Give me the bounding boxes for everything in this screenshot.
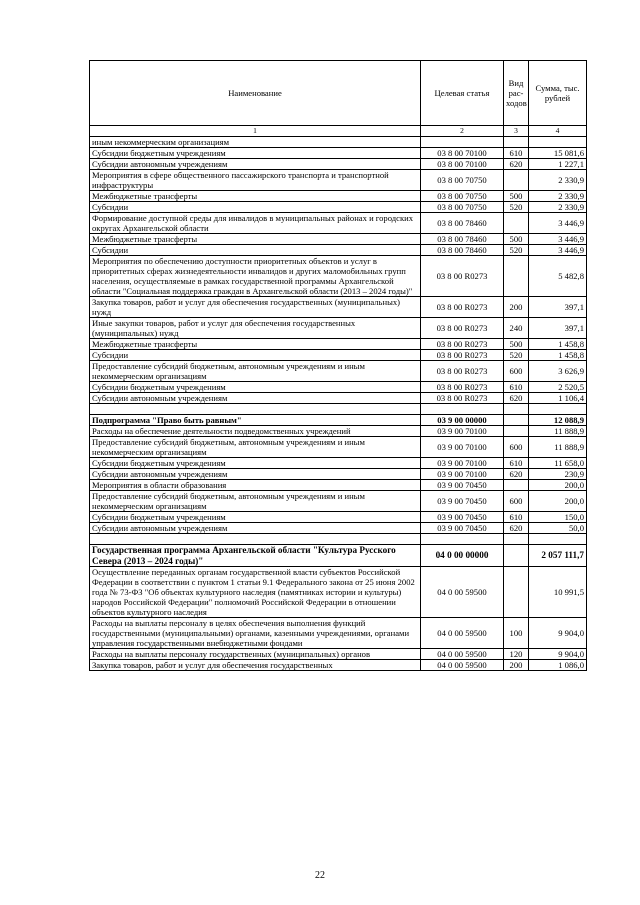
row-name: Предоставление субсидий бюджетным, автономным учреждениям и иным некоммерческим организациям	[90, 361, 421, 382]
table-row	[90, 339, 587, 350]
row-target-code	[421, 137, 504, 148]
row-expense-type: 500	[504, 191, 529, 202]
row-expense-type: 240	[504, 318, 529, 339]
row-sum	[529, 534, 587, 545]
row-target-code: 03 8 00 R0273	[421, 382, 504, 393]
row-name: Расходы на выплаты персоналу государственных (муниципальных) органов	[90, 649, 421, 660]
row-name: Межбюджетные трансферты	[90, 339, 421, 350]
row-expense-type: 520	[504, 202, 529, 213]
row-name: Осуществление переданных органам государственной власти субъектов Российской Федерации в соответствии с пунктом 1 статьи 9.1 Федерального закона от 25 июня 2002 года № 73-ФЗ "Об объектах культурного наследия (памятниках истории и культуры) народов Российской Федерации" полномочий Российской Федерации в отношении объектов культурного наследия	[90, 567, 421, 618]
table-row	[90, 534, 587, 545]
row-sum: 10 991,5	[529, 567, 587, 618]
table-row	[90, 649, 587, 660]
row-expense-type: 620	[504, 159, 529, 170]
row-sum: 2 330,9	[529, 191, 587, 202]
table-row	[90, 660, 587, 671]
row-sum: 230,9	[529, 469, 587, 480]
row-name: Субсидии бюджетным учреждениям	[90, 512, 421, 523]
row-sum: 11 888,9	[529, 437, 587, 458]
row-sum: 3 446,9	[529, 234, 587, 245]
row-name: Предоставление субсидий бюджетным, автономным учреждениям и иным некоммерческим организациям	[90, 437, 421, 458]
row-expense-type: 200	[504, 297, 529, 318]
row-target-code: 03 9 00 70100	[421, 426, 504, 437]
table-row	[90, 567, 587, 618]
row-target-code: 03 8 00 70100	[421, 159, 504, 170]
row-name: Субсидии автономным учреждениям	[90, 523, 421, 534]
row-target-code: 04 0 00 59500	[421, 618, 504, 649]
row-target-code: 04 0 00 59500	[421, 649, 504, 660]
row-expense-type	[504, 480, 529, 491]
row-expense-type	[504, 213, 529, 234]
row-expense-type	[504, 567, 529, 618]
table-row	[90, 491, 587, 512]
row-expense-type: 520	[504, 245, 529, 256]
row-target-code: 03 9 00 70450	[421, 512, 504, 523]
row-target-code	[421, 404, 504, 415]
row-sum: 2 057 111,7	[529, 545, 587, 567]
row-expense-type: 620	[504, 523, 529, 534]
table-row	[90, 170, 587, 191]
row-sum: 200,0	[529, 491, 587, 512]
row-name: Формирование доступной среды для инвалидов в муниципальных районах и городских округах Архангельской области	[90, 213, 421, 234]
table-row	[90, 256, 587, 297]
row-name: Государственная программа Архангельской области "Культура Русского Севера (2013 – 2024 годы)"	[90, 545, 421, 567]
table-row	[90, 318, 587, 339]
row-name: Субсидии бюджетным учреждениям	[90, 382, 421, 393]
table-row	[90, 361, 587, 382]
row-expense-type: 620	[504, 469, 529, 480]
row-name: иным некоммерческим организациям	[90, 137, 421, 148]
row-name: Субсидии автономным учреждениям	[90, 159, 421, 170]
column-number-1: 1	[90, 126, 421, 137]
row-sum: 1 227,1	[529, 159, 587, 170]
row-name: Межбюджетные трансферты	[90, 191, 421, 202]
row-name	[90, 404, 421, 415]
row-target-code: 03 8 00 70100	[421, 148, 504, 159]
row-expense-type: 610	[504, 458, 529, 469]
row-expense-type: 500	[504, 234, 529, 245]
row-target-code: 03 8 00 70750	[421, 202, 504, 213]
row-expense-type: 520	[504, 350, 529, 361]
row-sum: 50,0	[529, 523, 587, 534]
row-sum	[529, 404, 587, 415]
page-number: 22	[315, 870, 325, 881]
table-row	[90, 426, 587, 437]
table-row	[90, 159, 587, 170]
row-target-code: 04 0 00 59500	[421, 660, 504, 671]
row-target-code: 03 8 00 R0273	[421, 297, 504, 318]
row-name: Субсидии автономным учреждениям	[90, 469, 421, 480]
row-target-code: 03 9 00 70450	[421, 491, 504, 512]
table-row	[90, 480, 587, 491]
row-sum: 1 458,8	[529, 350, 587, 361]
row-sum: 200,0	[529, 480, 587, 491]
row-name	[90, 534, 421, 545]
row-expense-type: 610	[504, 148, 529, 159]
table-row	[90, 234, 587, 245]
row-name: Мероприятия в области образования	[90, 480, 421, 491]
row-sum: 11 658,0	[529, 458, 587, 469]
row-name: Субсидии автономным учреждениям	[90, 393, 421, 404]
row-target-code: 03 8 00 78460	[421, 234, 504, 245]
table-row	[90, 618, 587, 649]
row-target-code: 03 8 00 70750	[421, 170, 504, 191]
table-row	[90, 137, 587, 148]
row-sum: 150,0	[529, 512, 587, 523]
row-target-code: 03 8 00 78460	[421, 245, 504, 256]
header-type: Вид рас-ходов	[504, 61, 529, 126]
row-sum: 9 904,0	[529, 618, 587, 649]
table-column-numbers-row	[90, 126, 587, 137]
row-target-code: 03 8 00 70750	[421, 191, 504, 202]
header-name: Наименование	[90, 61, 421, 126]
row-sum: 3 446,9	[529, 213, 587, 234]
table-row	[90, 523, 587, 534]
row-name: Иные закупки товаров, работ и услуг для обеспечения государственных (муниципальных) нужд	[90, 318, 421, 339]
table-row	[90, 213, 587, 234]
row-target-code: 03 8 00 R0273	[421, 339, 504, 350]
row-sum: 397,1	[529, 297, 587, 318]
row-target-code: 03 9 00 70100	[421, 437, 504, 458]
row-name: Субсидии	[90, 350, 421, 361]
table-row	[90, 297, 587, 318]
row-sum: 3 626,9	[529, 361, 587, 382]
table-row	[90, 382, 587, 393]
table-row	[90, 458, 587, 469]
row-sum: 1 458,8	[529, 339, 587, 350]
table-row	[90, 202, 587, 213]
row-expense-type	[504, 256, 529, 297]
row-expense-type	[504, 404, 529, 415]
row-sum: 1 106,4	[529, 393, 587, 404]
table-row	[90, 469, 587, 480]
row-sum: 12 088,9	[529, 415, 587, 426]
table-row	[90, 437, 587, 458]
table-row	[90, 191, 587, 202]
column-number-4: 4	[529, 126, 587, 137]
table-row	[90, 415, 587, 426]
row-sum	[529, 137, 587, 148]
row-target-code: 03 8 00 R0273	[421, 350, 504, 361]
row-name: Субсидии	[90, 202, 421, 213]
row-sum: 15 081,6	[529, 148, 587, 159]
row-name: Субсидии	[90, 245, 421, 256]
row-sum: 2 520,5	[529, 382, 587, 393]
row-sum: 2 330,9	[529, 202, 587, 213]
row-name: Закупка товаров, работ и услуг для обеспечения государственных (муниципальных) нужд	[90, 297, 421, 318]
row-target-code: 03 8 00 78460	[421, 213, 504, 234]
row-target-code: 04 0 00 00000	[421, 545, 504, 567]
table-row	[90, 404, 587, 415]
row-name: Мероприятия в сфере общественного пассажирского транспорта и транспортной инфраструктуры	[90, 170, 421, 191]
row-sum: 11 888,9	[529, 426, 587, 437]
row-name: Мероприятия по обеспечению доступности приоритетных объектов и услуг в приоритетных сферах жизнедеятельности инвалидов и других маломобильных групп населения, осуществляемые в рамках государственной программы Архангельской области "Социальная поддержка граждан в Архангельской области (2013 – 2024 годы)"	[90, 256, 421, 297]
row-target-code: 03 8 00 R0273	[421, 318, 504, 339]
table-header-row	[90, 61, 587, 126]
row-sum: 2 330,9	[529, 170, 587, 191]
row-name: Расходы на обеспечение деятельности подведомственных учреждений	[90, 426, 421, 437]
row-sum: 5 482,8	[529, 256, 587, 297]
row-expense-type	[504, 534, 529, 545]
row-target-code: 03 9 00 70100	[421, 469, 504, 480]
row-target-code: 03 8 00 R0273	[421, 361, 504, 382]
row-expense-type: 610	[504, 382, 529, 393]
column-number-3: 3	[504, 126, 529, 137]
row-expense-type	[504, 545, 529, 567]
table-row	[90, 512, 587, 523]
table-row	[90, 245, 587, 256]
table-row	[90, 393, 587, 404]
row-sum: 1 086,0	[529, 660, 587, 671]
row-expense-type	[504, 137, 529, 148]
column-number-2: 2	[421, 126, 504, 137]
row-name: Субсидии бюджетным учреждениям	[90, 148, 421, 159]
budget-table	[89, 60, 587, 671]
row-expense-type: 120	[504, 649, 529, 660]
table-row	[90, 148, 587, 159]
row-expense-type: 610	[504, 512, 529, 523]
row-expense-type	[504, 426, 529, 437]
row-target-code: 04 0 00 59500	[421, 567, 504, 618]
row-target-code: 03 9 00 70450	[421, 480, 504, 491]
row-expense-type: 600	[504, 437, 529, 458]
row-name: Предоставление субсидий бюджетным, автономным учреждениям и иным некоммерческим организациям	[90, 491, 421, 512]
row-name: Межбюджетные трансферты	[90, 234, 421, 245]
row-name: Закупка товаров, работ и услуг для обеспечения государственных	[90, 660, 421, 671]
row-expense-type: 600	[504, 361, 529, 382]
row-target-code: 03 9 00 00000	[421, 415, 504, 426]
row-expense-type: 100	[504, 618, 529, 649]
row-target-code: 03 8 00 R0273	[421, 393, 504, 404]
header-code: Целевая статья	[421, 61, 504, 126]
row-expense-type: 200	[504, 660, 529, 671]
row-expense-type: 620	[504, 393, 529, 404]
row-expense-type: 500	[504, 339, 529, 350]
table-row	[90, 545, 587, 567]
row-target-code	[421, 534, 504, 545]
row-name: Расходы на выплаты персоналу в целях обеспечения выполнения функций государственными (муниципальными) органами, казенными учреждениями, органами управления государственными внебюджетными фондами	[90, 618, 421, 649]
row-target-code: 03 9 00 70450	[421, 523, 504, 534]
row-sum: 9 904,0	[529, 649, 587, 660]
table-body	[90, 137, 587, 671]
header-sum: Сумма, тыс. рублей	[529, 61, 587, 126]
row-name: Субсидии бюджетным учреждениям	[90, 458, 421, 469]
row-name: Подпрограмма "Право быть равным"	[90, 415, 421, 426]
row-expense-type	[504, 415, 529, 426]
row-expense-type: 600	[504, 491, 529, 512]
row-sum: 3 446,9	[529, 245, 587, 256]
row-expense-type	[504, 170, 529, 191]
row-target-code: 03 9 00 70100	[421, 458, 504, 469]
table-row	[90, 350, 587, 361]
row-target-code: 03 8 00 R0273	[421, 256, 504, 297]
row-sum: 397,1	[529, 318, 587, 339]
